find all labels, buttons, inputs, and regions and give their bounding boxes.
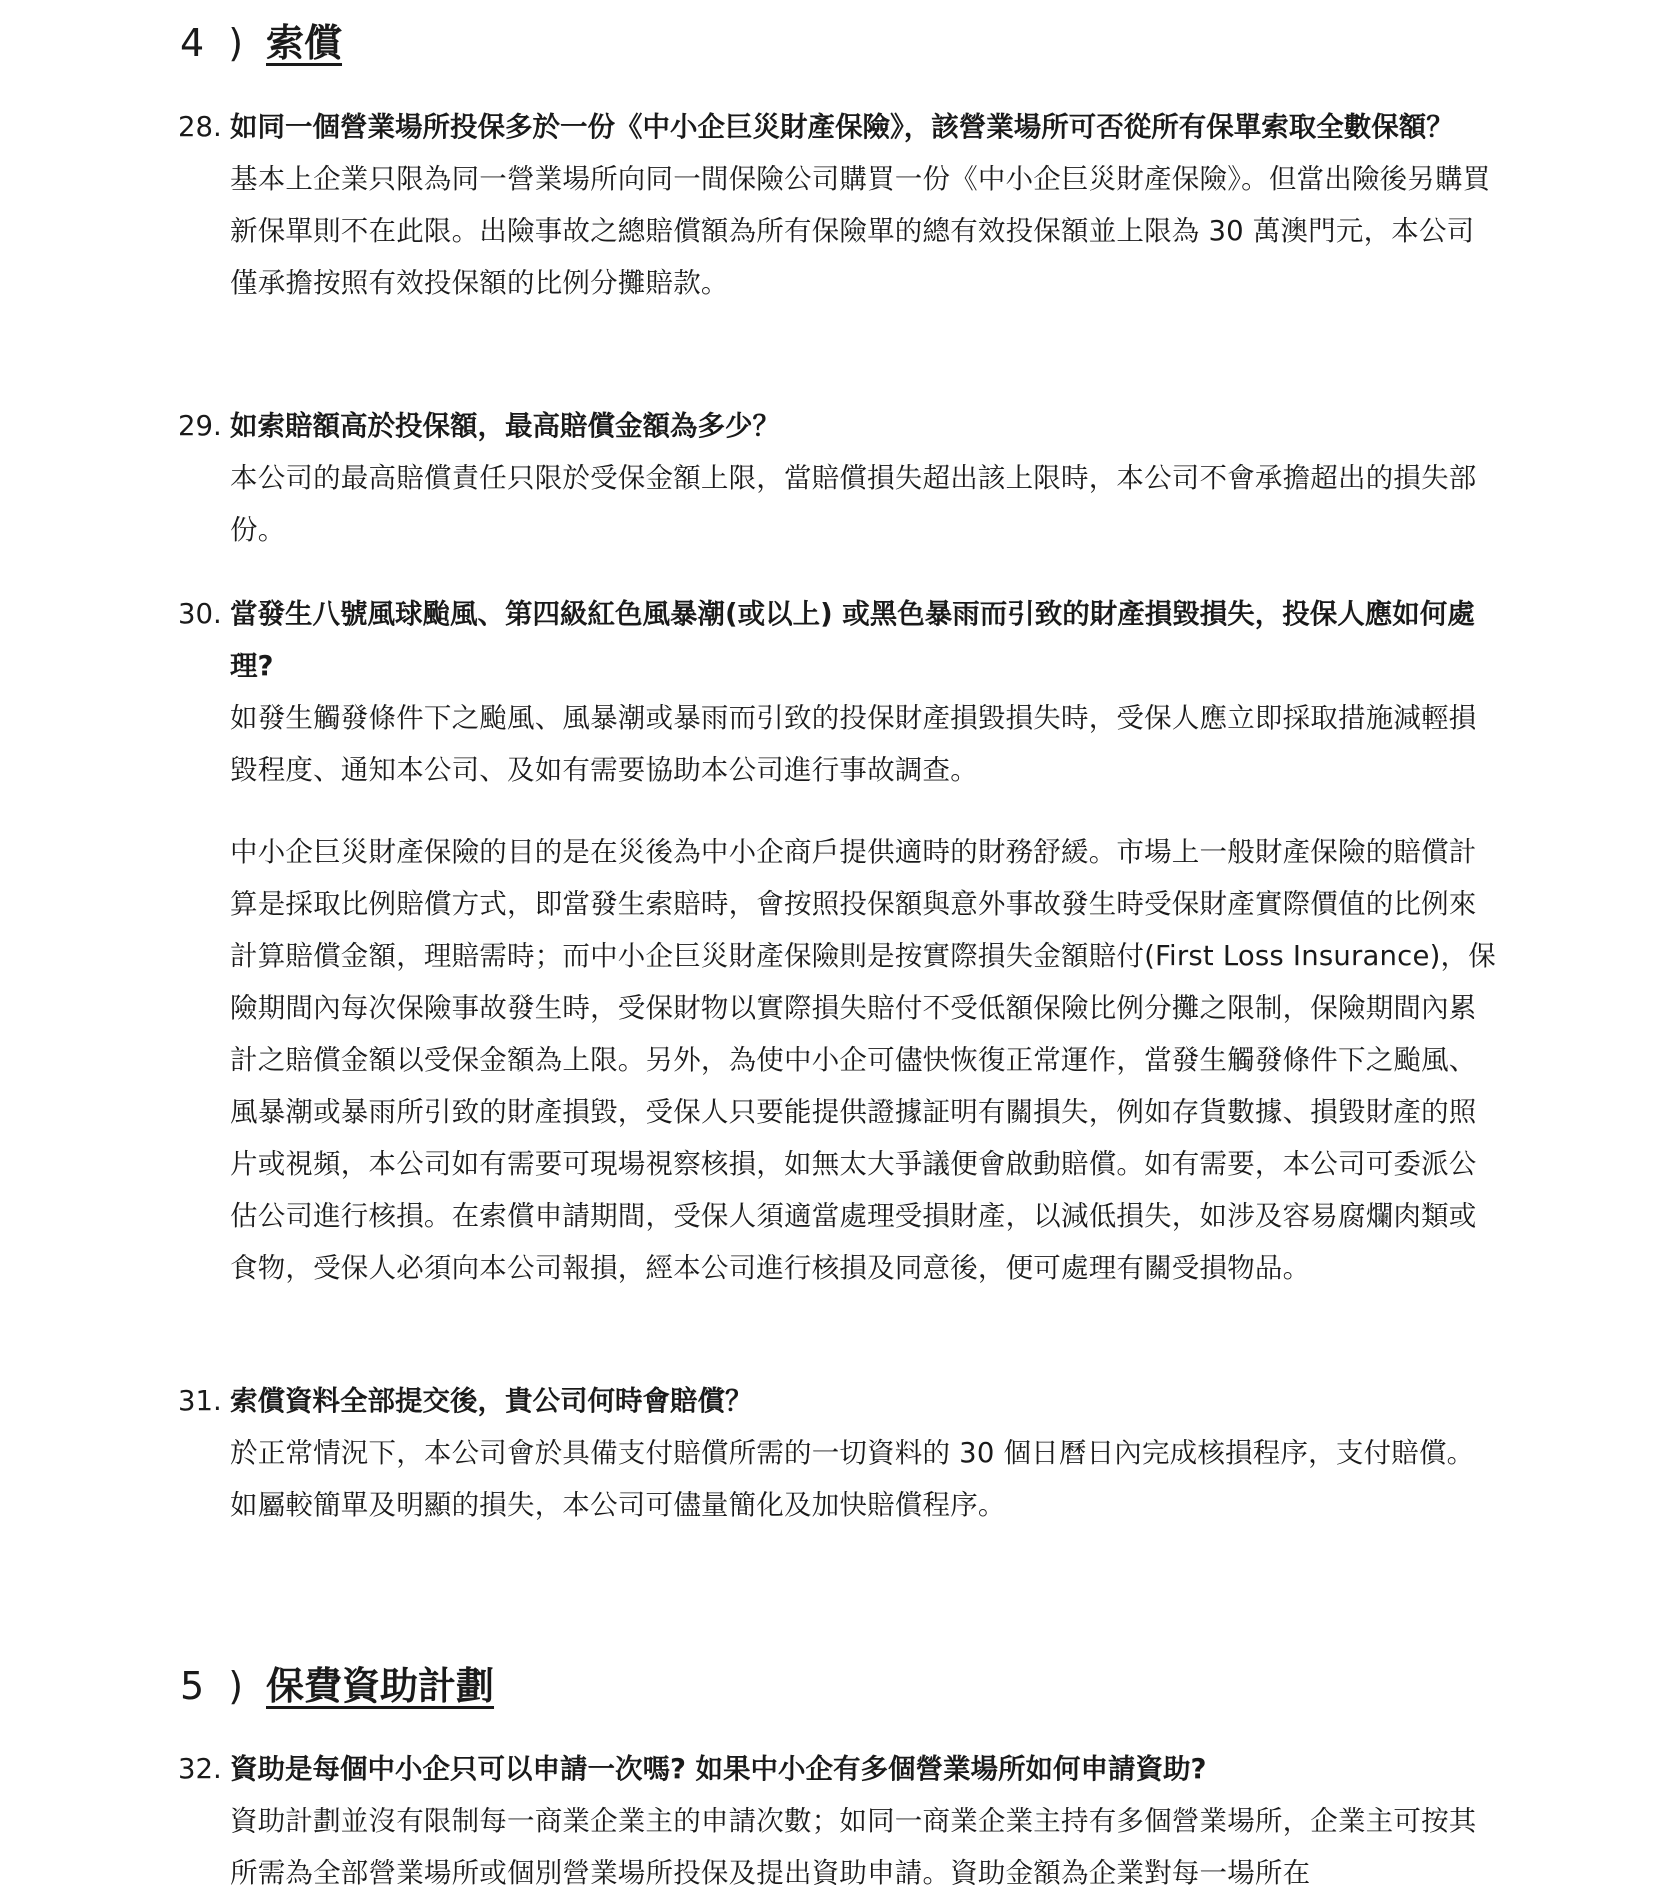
faq-answer: 中小企巨災財產保險的目的是在災後為中小企商戶提供適時的財務舒緩。市場上一般財產保險的賠償計算是採取比例賠償方式，即當發生索賠時，會按照投保額與意外事故發生時受保財產實際價值的比例來計算賠償金額，理賠需時；而中小企巨災財產保險則是按實際損失金額賠付(First Loss Insurance)，保險期間內每次保險事故發生時，受保財物以實際損失賠付不受低額保險比例分攤之限制，保險期間內累計之賠償金額以受保金額為上限。另外，為使中小企可儘快恢復正常運作，當發生觸發條件下之颱風、風暴潮或暴雨所引致的財產損毀，受保人只要能提供證據証明有關損失，例如存貨數據、損毀財產的照片或視頻，本公司如有需要可現場視察核損，如無太大爭議便會啟動賠償。如有需要，本公司可委派公估公司進行核損。在索償申請期間，受保人須適當處理受損財產，以減低損失，如涉及容易腐爛肉類或食物，受保人必須向本公司報損，經本公司進行核損及同意後，便可處理有關受損物品。 (230, 836, 1496, 1284)
faq-question (178, 588, 1498, 692)
faq-number: 30. (178, 598, 222, 630)
section-header-5 (180, 1661, 494, 1711)
faq-number: 28. (178, 111, 222, 143)
faq-question-text: 資助是每個中小企只可以申請一次嗎? 如果中小企有多個營業場所如何申請資助? (230, 1753, 1207, 1785)
section-header-4 (180, 18, 342, 68)
faq-item-32 (178, 1743, 1498, 1899)
faq-question-text: 當發生八號風球颱風、第四級紅色風暴潮(或以上) 或黑色暴雨而引致的財產損毀損失，投保人應如何處理? (230, 598, 1475, 682)
faq-question-text: 索償資料全部提交後，貴公司何時會賠償？ (230, 1385, 753, 1417)
faq-question (178, 400, 1498, 452)
faq-question (178, 101, 1498, 153)
faq-answer: 如發生觸發條件下之颱風、風暴潮或暴雨而引致的投保財產損毀損失時，受保人應立即採取措施減輕損毀程度、通知本公司、及如有需要協助本公司進行事故調查。 (230, 702, 1477, 786)
section-title: 保費資助計劃 (266, 1664, 495, 1708)
faq-item-28 (178, 101, 1498, 309)
faq-number: 31. (178, 1385, 222, 1417)
faq-answer: 資助計劃並沒有限制每一商業企業主的申請次數；如同一商業企業主持有多個營業場所，企業主可按其所需為全部營業場所或個別營業場所投保及提出資助申請。資助金額為企業對每一場所在 (230, 1805, 1477, 1889)
section-number: 5 ) (180, 1664, 250, 1708)
faq-number: 29. (178, 410, 222, 442)
faq-question-text: 如同一個營業場所投保多於一份《中小企巨災財產保險》，該營業場所可否從所有保單索取全數保額？ (230, 111, 1454, 143)
faq-question (178, 1375, 1498, 1427)
section-number: 4 ) (180, 21, 250, 65)
faq-number: 32. (178, 1753, 222, 1785)
faq-answer: 於正常情況下，本公司會於具備支付賠償所需的一切資料的 30 個日曆日內完成核損程序，支付賠償。如屬較簡單及明顯的損失，本公司可儘量簡化及加快賠償程序。 (230, 1437, 1475, 1521)
faq-question (178, 1743, 1498, 1795)
faq-item-29 (178, 400, 1498, 556)
section-title: 索償 (266, 21, 343, 65)
faq-item-30 (178, 588, 1498, 1294)
faq-answer: 基本上企業只限為同一營業場所向同一間保險公司購買一份《中小企巨災財產保險》。但當出險後另購買新保單則不在此限。出險事故之總賠償額為所有保險單的總有效投保額並上限為 30 萬澳門元，本公司僅承擔按照有效投保額的比例分攤賠款。 (230, 163, 1491, 299)
faq-question-text: 如索賠額高於投保額，最高賠償金額為多少？ (230, 410, 780, 442)
faq-item-31 (178, 1375, 1498, 1531)
faq-answer: 本公司的最高賠償責任只限於受保金額上限，當賠償損失超出該上限時，本公司不會承擔超出的損失部份。 (230, 462, 1477, 546)
